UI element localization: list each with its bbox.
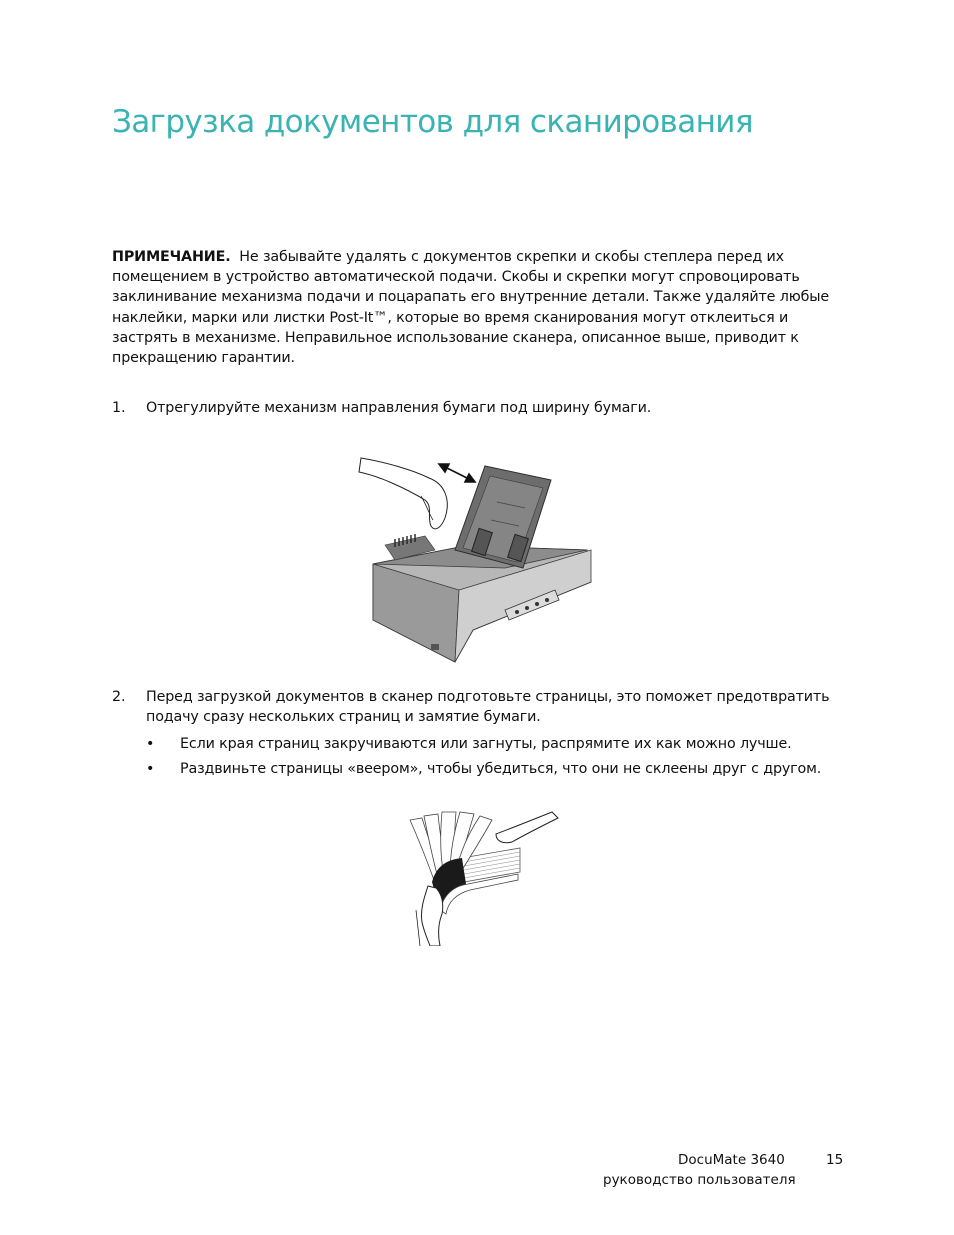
page-title: Загрузка документов для сканирования bbox=[112, 104, 753, 140]
hand-icon bbox=[421, 886, 442, 946]
hand-icon bbox=[359, 458, 447, 529]
footer-subtitle: руководство пользователя bbox=[603, 1172, 796, 1188]
note-label: ПРИМЕЧАНИЕ. bbox=[112, 249, 231, 265]
step-number: 1. bbox=[112, 400, 126, 416]
note-paragraph bbox=[112, 247, 847, 368]
footer-page-number: 15 bbox=[826, 1152, 844, 1168]
fanning-pages-illustration bbox=[392, 798, 562, 946]
double-arrow-icon bbox=[439, 464, 475, 482]
footer-product: DocuMate 3640 bbox=[678, 1152, 785, 1168]
step-text: Отрегулируйте механизм направления бумаги под ширину бумаги. bbox=[146, 400, 652, 416]
bullet-text: Раздвиньте страницы «веером», чтобы убедиться, что они не склеены друг с другом. bbox=[180, 761, 822, 777]
note-text: Не забывайте удалять с документов скрепки и скобы степлера перед их помещением в устройство автоматической подачи. Скобы и скрепки могут спровоцировать заклинивание механизма подачи и поцарапать его внутренние детали. Также удаляйте любые наклейки, марки или листки Post-It™, которые во время сканирования могут отклеиться и застрять в механизме. Неправильное использование сканера, описанное выше, приводит к прекращению гарантии. bbox=[112, 249, 830, 367]
hand-icon bbox=[496, 812, 558, 843]
step-number: 2. bbox=[112, 689, 126, 705]
bullet-mark: • bbox=[146, 736, 155, 752]
bullet-text: Если края страниц закручиваются или загнуты, распрямите их как можно лучше. bbox=[180, 736, 792, 752]
bullet-mark: • bbox=[146, 761, 155, 777]
scanner-illustration bbox=[355, 440, 605, 672]
step-text: Перед загрузкой документов в сканер подготовьте страницы, это поможет предотвратить подачу сразу нескольких страниц и замятие бумаги. bbox=[146, 689, 830, 726]
